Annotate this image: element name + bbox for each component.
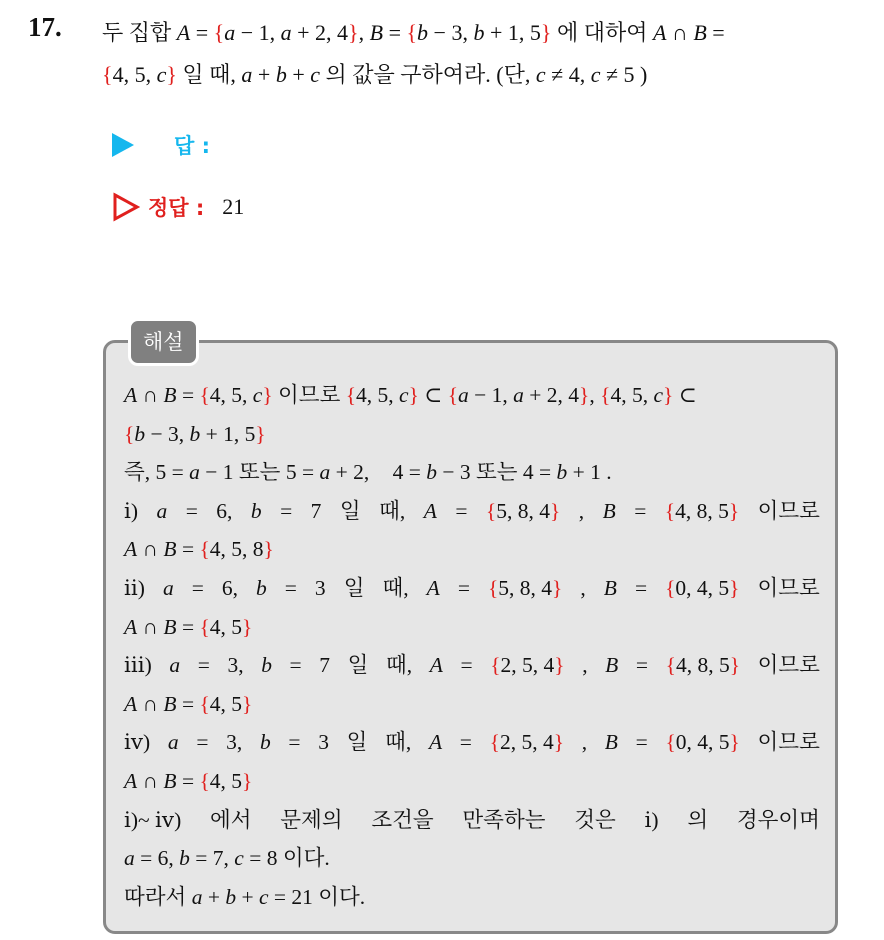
explanation-segment: A [124, 768, 138, 793]
explanation-segment: = [197, 653, 210, 678]
explanation-line [124, 530, 820, 569]
explanation-segment: , [580, 575, 586, 600]
explanation-segment: b [179, 846, 190, 871]
explanation-line [124, 415, 820, 454]
explanation-segment: A [428, 730, 443, 755]
question-number: 17. [28, 12, 62, 42]
explanation-segment: b [256, 575, 267, 600]
explanation-segment: 때, [385, 653, 413, 678]
explanation-segment: = [635, 730, 648, 755]
explanation-segment: {0, 4, 5} [665, 575, 740, 600]
explanation-segment: a [169, 653, 181, 678]
explanation-segment: 만족하는 [462, 807, 546, 832]
explanation-line [124, 646, 820, 685]
explanation-segment: A [124, 537, 138, 562]
explanation-line [124, 762, 820, 801]
explanation-segment: 3 [318, 730, 329, 755]
explanation-line [124, 453, 820, 492]
explanation-segment: a [124, 846, 135, 871]
explanation-segment: } [242, 768, 253, 793]
explanation-segment: ⅱ) [124, 575, 145, 600]
explanation-segment: + 1 . [567, 460, 612, 485]
explanation-segment: B [163, 691, 177, 716]
explanation-line [124, 801, 820, 840]
explanation-segment: a [189, 460, 200, 485]
explanation-segment: = 7, [189, 846, 235, 871]
explanation-segment: { [124, 421, 135, 446]
explanation-segment: b [250, 498, 262, 523]
explanation-segment: ⊂ [673, 383, 697, 407]
explanation-segment: + 2, 4 [523, 383, 580, 407]
explanation-line [124, 376, 820, 415]
explanation-segment: {5, 8, 4} [487, 575, 563, 600]
explanation-segment: b [556, 460, 568, 485]
explanation-segment: } [242, 614, 253, 639]
explanation-segment: {4, 8, 5} [665, 653, 741, 678]
explanation-segment: {0, 4, 5} [665, 730, 740, 755]
explanation-segment: ⅰ) [644, 807, 659, 832]
explanation-segment: = [635, 653, 649, 678]
explanation-segment: 것은 [574, 807, 616, 832]
explanation-segment: b [426, 460, 437, 485]
explanation-segment: = [455, 498, 468, 523]
outline-triangle-icon [112, 192, 140, 222]
explanation-segment: 이므로 [757, 653, 820, 678]
explanation-content [124, 376, 820, 916]
explanation-segment: B [163, 768, 177, 793]
answer-label: 답 : [174, 134, 210, 158]
explanation-segment: = [457, 575, 470, 600]
explanation-segment: a [162, 575, 174, 600]
explanation-segment: ⅲ) [124, 653, 152, 678]
explanation-segment: = [289, 653, 302, 678]
explanation-segment: { [600, 383, 611, 407]
explanation-segment: = [284, 575, 297, 600]
explanation-segment: = [176, 691, 200, 716]
explanation-segment: − 3 또는 4 = [436, 460, 557, 485]
explanation-segment: 이므로 [757, 575, 820, 600]
explanation-segment: B [603, 575, 617, 600]
explanation-segment: 때, [382, 575, 409, 600]
explanation-segment: b [189, 421, 201, 446]
explanation-segment: , [589, 383, 601, 407]
explanation-line [124, 723, 820, 762]
explanation-segment: { [345, 383, 357, 407]
explanation-segment: ∩ [137, 537, 164, 562]
explanation-segment: b [261, 653, 272, 678]
explanation-segment: 때, [379, 498, 406, 523]
explanation-segment: a [513, 383, 524, 407]
explanation-segment: } [663, 383, 674, 407]
explanation-line [124, 492, 820, 531]
explanation-segment: { [199, 768, 210, 793]
explanation-segment: = [176, 768, 200, 793]
explanation-segment: B [163, 614, 177, 639]
explanation-segment: + 2, [330, 460, 375, 485]
explanation-segment: A [124, 614, 138, 639]
explanation-segment: b [225, 884, 237, 909]
explanation-segment: 의 [687, 807, 709, 832]
explanation-segment: = [459, 730, 472, 755]
explanation-segment: + [236, 884, 259, 909]
explanation-segment: 6, [221, 575, 238, 600]
explanation-segment: a [191, 884, 203, 909]
explanation-segment: { [199, 383, 210, 407]
explanation-segment: A [426, 575, 440, 600]
explanation-segment: = [191, 575, 204, 600]
explanation-segment: A [429, 653, 443, 678]
explanation-segment: c [399, 383, 409, 407]
explanation-segment: 일 [347, 653, 369, 678]
explanation-segment: 4, 5, [209, 383, 253, 407]
explanation-segment: 일 [346, 730, 368, 755]
explanation-segment: { [447, 383, 459, 407]
explanation-segment: − 3, [145, 421, 190, 446]
explanation-segment: 4, 5, [610, 383, 654, 407]
explanation-segment: A [124, 691, 138, 716]
explanation-segment: 이므로 [272, 383, 346, 407]
explanation-segment: = [280, 498, 293, 523]
explanation-segment: 4, 5, 8 [209, 537, 264, 562]
explanation-segment: ∩ [137, 768, 164, 793]
explanation-segment: 이므로 [757, 498, 820, 523]
explanation-segment: ∩ [137, 691, 164, 716]
explanation-segment: 4, 5, [356, 383, 400, 407]
explanation-segment: = [196, 730, 209, 755]
explanation-segment: ∩ [137, 383, 164, 407]
explanation-segment: 에서 [209, 807, 252, 832]
correct-answer-row [112, 192, 244, 222]
explanation-segment: 때, [385, 730, 412, 755]
explanation-segment: a [156, 498, 168, 523]
explanation-segment: , [582, 653, 588, 678]
explanation-segment: ⅰ) [124, 498, 139, 523]
explanation-segment: B [602, 498, 616, 523]
explanation-segment: = 21 이다. [268, 884, 366, 909]
explanation-segment: = [185, 498, 198, 523]
explanation-segment: B [163, 383, 177, 407]
explanation-segment: 일 [339, 498, 361, 523]
explanation-line [124, 608, 820, 647]
correct-answer-label: 정답 : [148, 196, 205, 220]
explanation-segment: {2, 5, 4} [490, 653, 565, 678]
explanation-segment: 일 [343, 575, 365, 600]
explanation-tag: 해설 [128, 318, 199, 366]
question-line-2: {4, 5, c} 일 때, a + b + c 의 값을 구하여라. (단, c ≠ 4, c ≠ 5 ) [102, 62, 648, 87]
explanation-segment: = [176, 537, 200, 562]
explanation-segment: 4 = [392, 460, 427, 485]
explanation-segment: − 1 또는 5 = [199, 460, 320, 485]
explanation-segment: A [423, 498, 437, 523]
explanation-segment: = 8 이다. [243, 846, 330, 871]
explanation-segment: 경우이며 [736, 807, 820, 832]
explanation-segment: = [634, 575, 648, 600]
explanation-segment: , [581, 730, 588, 755]
explanation-segment: c [258, 884, 269, 909]
explanation-segment: 4, 5 [209, 768, 243, 793]
explanation-segment: ∩ [137, 614, 164, 639]
explanation-segment: b [259, 730, 271, 755]
explanation-segment: A [124, 383, 138, 407]
explanation-segment: { [199, 614, 210, 639]
explanation-segment: = 6, [134, 846, 180, 871]
explanation-segment: 3, [227, 653, 244, 678]
explanation-segment: 즉, 5 = [124, 460, 190, 485]
explanation-segment: = [460, 653, 473, 678]
explanation-segment: 이므로 [757, 730, 820, 755]
explanation-segment: 7 [310, 498, 322, 523]
explanation-segment: c [252, 383, 263, 407]
explanation-segment: 문제의 [280, 807, 343, 832]
explanation-segment: b [134, 421, 146, 446]
explanation-segment: ⅳ) [124, 730, 151, 755]
explanation-segment: 4, 5 [209, 691, 243, 716]
explanation-segment: } [579, 383, 590, 407]
explanation-line [124, 569, 820, 608]
explanation-segment: } [255, 421, 266, 446]
explanation-segment: = [176, 614, 200, 639]
explanation-line [124, 839, 820, 878]
explanation-segment: c [653, 383, 663, 407]
explanation-segment: 조건을 [371, 807, 434, 832]
explanation-segment: 따라서 [124, 884, 192, 909]
explanation-segment: } [263, 537, 274, 562]
explanation-segment: { [199, 691, 210, 716]
explanation-segment: {4, 8, 5} [664, 498, 740, 523]
explanation-segment: } [408, 383, 419, 407]
explanation-segment: B [163, 537, 177, 562]
explanation-segment: } [262, 383, 273, 407]
answer-row [112, 130, 210, 160]
explanation-segment: 3 [314, 575, 326, 600]
explanation-segment: = [176, 383, 200, 407]
explanation-segment: B [604, 730, 618, 755]
explanation-segment: = [634, 498, 647, 523]
explanation-segment: + [202, 884, 226, 909]
explanation-segment: , [578, 498, 585, 523]
explanation-segment: B [605, 653, 619, 678]
explanation-segment: {2, 5, 4} [489, 730, 565, 755]
explanation-segment: 6, [216, 498, 233, 523]
explanation-segment: = [288, 730, 301, 755]
explanation-segment: 7 [319, 653, 331, 678]
explanation-segment: 4, 5 [209, 614, 243, 639]
correct-answer-value: 21 [222, 194, 245, 219]
explanation-segment: + 1, 5 [200, 421, 256, 446]
explanation-segment: { [199, 537, 210, 562]
explanation-line [124, 878, 820, 917]
explanation-segment: a [167, 730, 179, 755]
explanation-segment: ⊂ [418, 383, 448, 407]
explanation-segment: − 1, [468, 383, 514, 407]
explanation-segment: {5, 8, 4} [485, 498, 561, 523]
play-triangle-icon [112, 133, 134, 157]
explanation-segment: } [242, 691, 253, 716]
explanation-segment: a [458, 383, 469, 407]
explanation-segment: 3, [226, 730, 243, 755]
explanation-segment: c [234, 846, 244, 871]
explanation-segment: a [319, 460, 331, 485]
explanation-segment: ⅰ)~ ⅳ) [124, 807, 182, 832]
question-line-1: 두 집합 A = {a − 1, a + 2, 4}, B = {b − 3, b + 1, 5} 에 대하여 A ∩ B = [102, 20, 725, 45]
explanation-line [124, 685, 820, 724]
